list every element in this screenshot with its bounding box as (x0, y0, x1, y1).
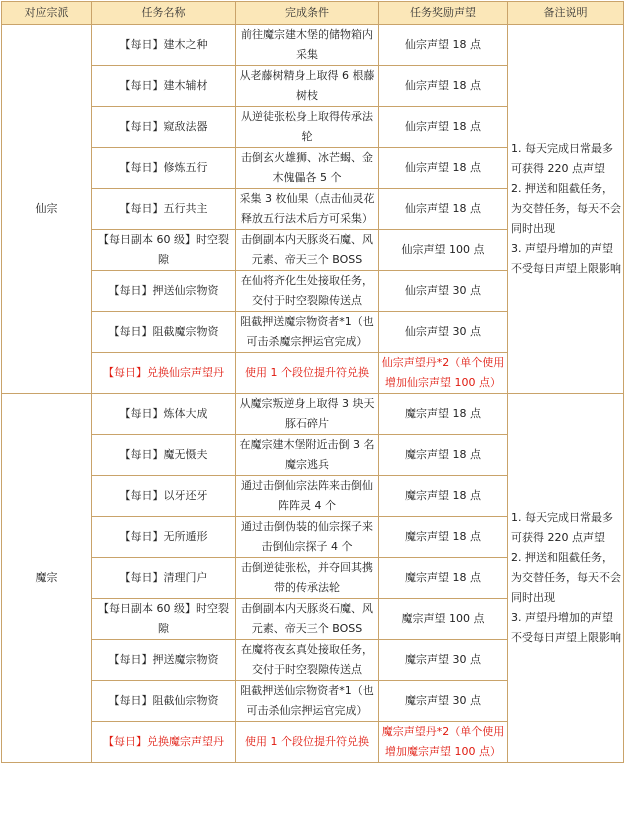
quest-name-cell: 【每日】建木辅材 (92, 66, 236, 107)
condition-cell: 从老藤树精身上取得 6 根藤树枝 (236, 66, 379, 107)
note-line: 3. 声望丹增加的声望不受每日声望上限影响 (511, 611, 621, 644)
condition-cell: 使用 1 个段位提升符兑换 (236, 353, 379, 394)
note-line: 2. 押送和阻截任务，为交替任务，每天不会同时出现 (511, 182, 621, 235)
reward-cell: 魔宗声望 18 点 (379, 517, 508, 558)
condition-cell: 在魔宗建木堡附近击倒 3 名魔宗逃兵 (236, 435, 379, 476)
reward-cell: 仙宗声望丹*2（单个使用增加仙宗声望 100 点） (379, 353, 508, 394)
quest-name-cell: 【每日】修炼五行 (92, 148, 236, 189)
quest-name-cell: 【每日】炼体大成 (92, 394, 236, 435)
reward-cell: 仙宗声望 30 点 (379, 271, 508, 312)
reward-cell: 仙宗声望 18 点 (379, 107, 508, 148)
note-line: 2. 押送和阻截任务，为交替任务，每天不会同时出现 (511, 551, 621, 604)
reward-cell: 仙宗声望 100 点 (379, 230, 508, 271)
quest-name-cell: 【每日】魔无慑夫 (92, 435, 236, 476)
note-line: 1. 每天完成日常最多可获得 220 点声望 (511, 511, 613, 544)
condition-cell: 从魔宗叛逆身上取得 3 块天豚石碎片 (236, 394, 379, 435)
reward-cell: 魔宗声望 18 点 (379, 558, 508, 599)
condition-cell: 阻截押送仙宗物资者*1（也可击杀仙宗押运官完成） (236, 681, 379, 722)
reward-cell: 仙宗声望 18 点 (379, 148, 508, 189)
quest-name-cell: 【每日副本 60 级】时空裂隙 (92, 599, 236, 640)
reward-cell: 仙宗声望 18 点 (379, 25, 508, 66)
condition-cell: 击倒副本内天豚炎石魔、风元素、帝天三个 BOSS (236, 599, 379, 640)
quest-name-cell: 【每日】以牙还牙 (92, 476, 236, 517)
table-row (2, 25, 624, 66)
reward-cell: 魔宗声望 18 点 (379, 435, 508, 476)
reward-cell: 魔宗声望 30 点 (379, 681, 508, 722)
condition-cell: 击倒逆徒张松，并夺回其携带的传承法轮 (236, 558, 379, 599)
reward-cell: 魔宗声望丹*2（单个使用增加魔宗声望 100 点） (379, 722, 508, 763)
table-row (2, 394, 624, 435)
quest-name-cell: 【每日】兑换仙宗声望丹 (92, 353, 236, 394)
quest-name-cell: 【每日】五行共主 (92, 189, 236, 230)
reward-cell: 魔宗声望 100 点 (379, 599, 508, 640)
condition-cell: 从逆徒张松身上取得传承法轮 (236, 107, 379, 148)
reward-cell: 仙宗声望 18 点 (379, 189, 508, 230)
notes-cell (508, 25, 624, 394)
quest-name-cell: 【每日】无所遁形 (92, 517, 236, 558)
quest-name-cell: 【每日】阻截仙宗物资 (92, 681, 236, 722)
reward-cell: 仙宗声望 18 点 (379, 66, 508, 107)
condition-cell: 击倒副本内天豚炎石魔、风元素、帝天三个 BOSS (236, 230, 379, 271)
note-line: 1. 每天完成日常最多可获得 220 点声望 (511, 142, 613, 175)
condition-cell: 通过击倒伪装的仙宗探子来击倒仙宗探子 4 个 (236, 517, 379, 558)
condition-cell: 击倒玄火雄狮、冰芒蝎、金木傀儡各 5 个 (236, 148, 379, 189)
condition-cell: 通过击倒仙宗法阵来击倒仙阵阵灵 4 个 (236, 476, 379, 517)
condition-cell: 采集 3 枚仙果（点击仙灵花释放五行法术后方可采集） (236, 189, 379, 230)
condition-cell: 前往魔宗建木堡的储物箱内采集 (236, 25, 379, 66)
notes-cell (508, 394, 624, 763)
quest-body (2, 25, 624, 763)
header-condition: 完成条件 (236, 2, 379, 25)
quest-name-cell: 【每日】窥敌法器 (92, 107, 236, 148)
header-sect: 对应宗派 (2, 2, 92, 25)
header-row (2, 2, 624, 25)
quest-name-cell: 【每日】押送仙宗物资 (92, 271, 236, 312)
condition-cell: 使用 1 个段位提升符兑换 (236, 722, 379, 763)
sect-cell: 魔宗 (2, 394, 92, 763)
reward-cell: 魔宗声望 18 点 (379, 394, 508, 435)
quest-name-cell: 【每日副本 60 级】时空裂隙 (92, 230, 236, 271)
header-notes: 备注说明 (508, 2, 624, 25)
quest-name-cell: 【每日】清理门户 (92, 558, 236, 599)
reward-cell: 魔宗声望 18 点 (379, 476, 508, 517)
note-line: 3. 声望丹增加的声望不受每日声望上限影响 (511, 242, 621, 275)
reward-cell: 魔宗声望 30 点 (379, 640, 508, 681)
header-reward: 任务奖励声望 (379, 2, 508, 25)
quest-name-cell: 【每日】建木之种 (92, 25, 236, 66)
quest-name-cell: 【每日】兑换魔宗声望丹 (92, 722, 236, 763)
quest-table (1, 1, 624, 763)
sect-cell: 仙宗 (2, 25, 92, 394)
quest-name-cell: 【每日】押送魔宗物资 (92, 640, 236, 681)
condition-cell: 在魔将夜玄真处接取任务，交付于时空裂隙传送点 (236, 640, 379, 681)
condition-cell: 在仙将齐化生处接取任务，交付于时空裂隙传送点 (236, 271, 379, 312)
header-quest-name: 任务名称 (92, 2, 236, 25)
reward-cell: 仙宗声望 30 点 (379, 312, 508, 353)
quest-name-cell: 【每日】阻截魔宗物资 (92, 312, 236, 353)
condition-cell: 阻截押送魔宗物资者*1（也可击杀魔宗押运官完成） (236, 312, 379, 353)
